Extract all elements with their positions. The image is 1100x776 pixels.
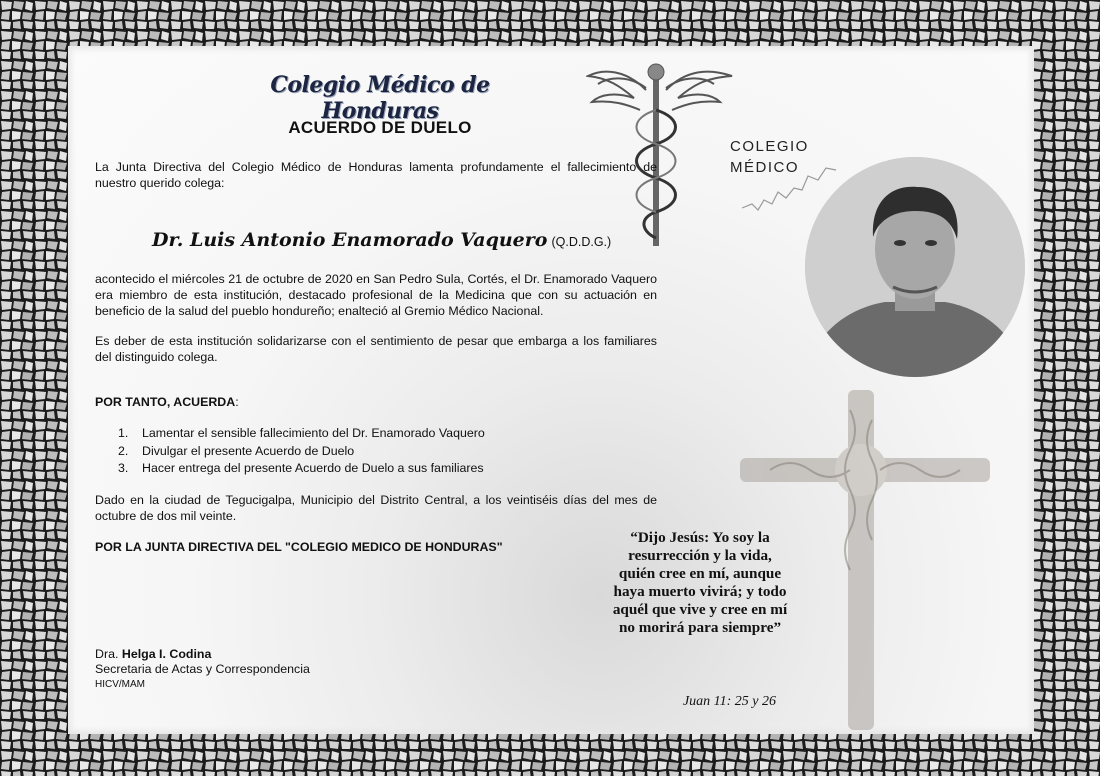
list-number: 1. bbox=[118, 426, 129, 440]
closing-paragraph: Dado en la ciudad de Tegucigalpa, Municipio del Distrito Central, a los veintiséis días del mes de octubre de dos mil veinte. bbox=[95, 493, 657, 523]
por-tanto-heading bbox=[95, 395, 239, 409]
list-text: Lamentar el sensible fallecimiento del Dr. Enamorado Vaquero bbox=[142, 426, 485, 440]
signature-name-line bbox=[95, 647, 310, 662]
signature-prefix: Dra. bbox=[95, 647, 119, 661]
list-text: Divulgar el presente Acuerdo de Duelo bbox=[142, 443, 355, 458]
intro-paragraph: La Junta Directiva del Colegio Médico de Honduras lamenta profundamente el fallecimiento de nuestro querido colega: bbox=[95, 160, 657, 190]
bible-reference: Juan 11: 25 y 26 bbox=[682, 694, 776, 709]
list-text: Hacer entrega del presente Acuerdo de Duelo a sus familiares bbox=[142, 461, 484, 475]
signature-name: Helga I. Codina bbox=[121, 647, 212, 661]
list-item bbox=[118, 443, 638, 461]
resolutions-list bbox=[118, 425, 638, 478]
list-item bbox=[118, 460, 638, 478]
details-paragraph: acontecido el miércoles 21 de octubre de 2020 en San Pedro Sula, Cortés, el Dr. Enamorado Vaquero era miembro de esta institución, destacado profesional de la Medicina que con su actuación en beneficio de la salud del pueblo hondureño; enalteció al Gremio Médico Nacional. bbox=[95, 272, 657, 318]
list-number: 3. bbox=[118, 461, 129, 475]
caduceus-icon bbox=[586, 58, 736, 248]
list-number: 2. bbox=[118, 443, 129, 458]
bible-quote: “Dijo Jesús: Yo soy la resurrección y la vida, quién cree en mí, aunque haya muerto vivirá; y todo aquél que vive y cree en mí no morirá para siempre” bbox=[612, 529, 788, 636]
organization-script-title: Colegio Médico de Honduras bbox=[270, 72, 490, 124]
signature-block bbox=[95, 647, 310, 692]
deceased-name: Dr. Luis Antonio Enamorado Vaquero bbox=[152, 229, 548, 251]
deceased-name-line bbox=[152, 229, 622, 251]
document-title: ACUERDO DE DUELO bbox=[288, 118, 472, 137]
por-tanto-colon: : bbox=[235, 395, 239, 409]
deceased-suffix: (Q.D.D.G.) bbox=[551, 235, 612, 249]
portrait-photo bbox=[805, 157, 1025, 377]
junta-line: POR LA JUNTA DIRECTIVA DEL "COLEGIO MEDICO DE HONDURAS" bbox=[95, 540, 503, 554]
logo-line-1: COLEGIO bbox=[730, 138, 809, 155]
list-item bbox=[118, 425, 638, 443]
signature-initials: HICV/MAM bbox=[95, 679, 145, 690]
logo-line-2: MÉDICO bbox=[730, 159, 799, 176]
solidarity-paragraph: Es deber de esta institución solidarizarse con el sentimiento de pesar que embarga a los familiares del distinguido colega. bbox=[95, 334, 657, 364]
por-tanto-label: POR TANTO, ACUERDA bbox=[95, 395, 236, 409]
signature-role: Secretaria de Actas y Correspondencia bbox=[95, 662, 310, 676]
